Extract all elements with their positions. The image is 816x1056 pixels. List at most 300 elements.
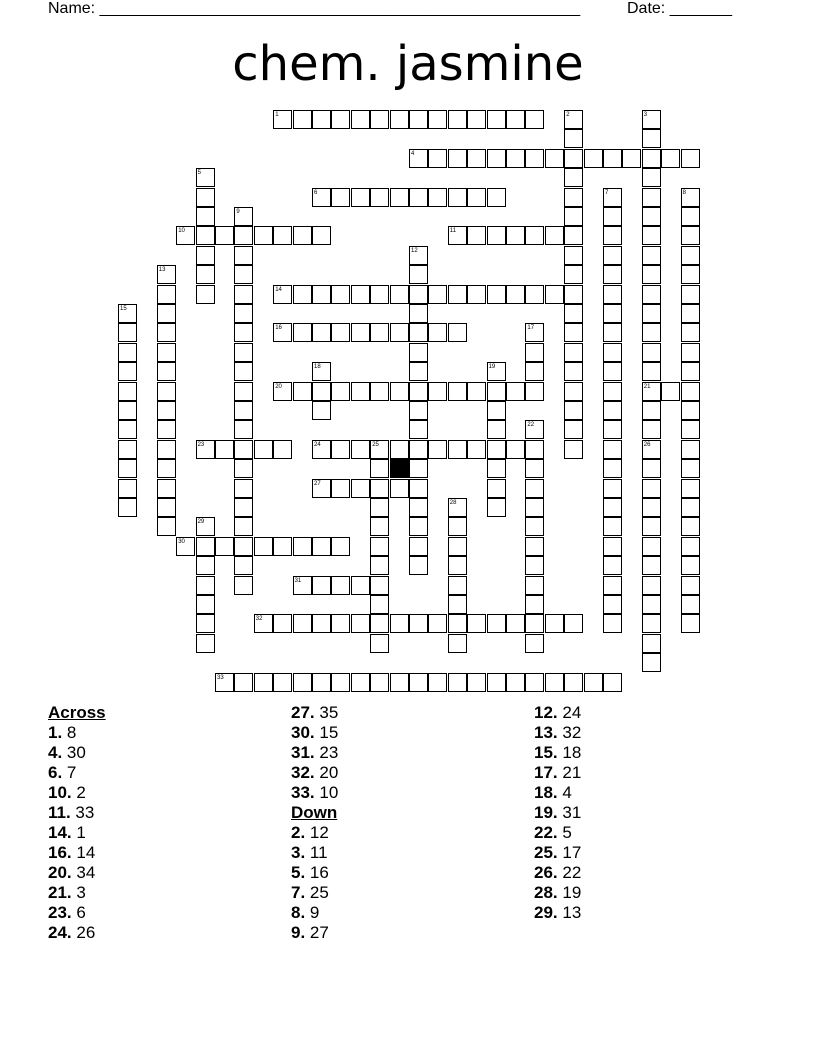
- grid-cell[interactable]: [642, 459, 661, 478]
- grid-cell[interactable]: [254, 537, 273, 556]
- grid-cell[interactable]: [196, 246, 215, 265]
- grid-cell[interactable]: [525, 479, 544, 498]
- grid-cell[interactable]: [351, 440, 370, 459]
- grid-cell[interactable]: [293, 226, 312, 245]
- grid-cell[interactable]: [157, 440, 176, 459]
- grid-cell[interactable]: [681, 479, 700, 498]
- grid-cell[interactable]: [525, 285, 544, 304]
- grid-cell[interactable]: [312, 576, 331, 595]
- grid-cell[interactable]: [196, 226, 215, 245]
- grid-cell[interactable]: [234, 343, 253, 362]
- grid-cell[interactable]: [525, 576, 544, 595]
- grid-cell[interactable]: [681, 614, 700, 633]
- grid-cell[interactable]: [409, 188, 428, 207]
- grid-cell[interactable]: [331, 479, 350, 498]
- grid-cell[interactable]: [293, 285, 312, 304]
- grid-cell[interactable]: [525, 673, 544, 692]
- grid-cell[interactable]: [603, 246, 622, 265]
- grid-cell[interactable]: [642, 362, 661, 381]
- grid-cell[interactable]: [642, 246, 661, 265]
- grid-cell[interactable]: [196, 614, 215, 633]
- grid-cell[interactable]: [351, 188, 370, 207]
- grid-cell[interactable]: [293, 323, 312, 342]
- grid-cell[interactable]: [603, 459, 622, 478]
- grid-cell[interactable]: [448, 323, 467, 342]
- grid-cell[interactable]: [390, 440, 409, 459]
- grid-cell[interactable]: [681, 149, 700, 168]
- grid-cell[interactable]: [603, 265, 622, 284]
- grid-cell[interactable]: [642, 420, 661, 439]
- grid-cell[interactable]: [351, 323, 370, 342]
- grid-cell[interactable]: [234, 226, 253, 245]
- grid-cell[interactable]: [196, 634, 215, 653]
- grid-cell[interactable]: [603, 556, 622, 575]
- grid-cell[interactable]: [525, 382, 544, 401]
- grid-cell[interactable]: [564, 129, 583, 148]
- grid-cell[interactable]: [487, 188, 506, 207]
- grid-cell[interactable]: [157, 401, 176, 420]
- grid-cell[interactable]: [603, 323, 622, 342]
- grid-cell[interactable]: [506, 440, 525, 459]
- grid-cell[interactable]: [584, 149, 603, 168]
- grid-cell[interactable]: [351, 382, 370, 401]
- grid-cell[interactable]: [118, 323, 137, 342]
- grid-cell[interactable]: [293, 537, 312, 556]
- grid-cell[interactable]: [681, 498, 700, 517]
- grid-cell[interactable]: [681, 382, 700, 401]
- grid-cell[interactable]: [215, 440, 234, 459]
- grid-cell[interactable]: [409, 498, 428, 517]
- grid-cell[interactable]: [118, 498, 137, 517]
- grid-cell[interactable]: [525, 517, 544, 536]
- grid-cell[interactable]: [409, 382, 428, 401]
- grid-cell[interactable]: [467, 188, 486, 207]
- grid-cell[interactable]: [312, 382, 331, 401]
- grid-cell[interactable]: [312, 614, 331, 633]
- grid-cell[interactable]: [506, 226, 525, 245]
- grid-cell[interactable]: [564, 226, 583, 245]
- grid-cell[interactable]: [564, 168, 583, 187]
- grid-cell[interactable]: [351, 673, 370, 692]
- grid-cell[interactable]: [390, 110, 409, 129]
- grid-cell[interactable]: [681, 420, 700, 439]
- grid-cell[interactable]: [525, 537, 544, 556]
- grid-cell[interactable]: [487, 382, 506, 401]
- grid-cell[interactable]: [603, 343, 622, 362]
- grid-cell[interactable]: [681, 576, 700, 595]
- grid-cell[interactable]: [487, 285, 506, 304]
- grid-cell[interactable]: [603, 420, 622, 439]
- grid-cell[interactable]: [448, 110, 467, 129]
- grid-cell[interactable]: [487, 459, 506, 478]
- grid-cell[interactable]: [642, 479, 661, 498]
- grid-cell[interactable]: [642, 576, 661, 595]
- grid-cell[interactable]: [157, 382, 176, 401]
- grid-cell[interactable]: [564, 382, 583, 401]
- grid-cell[interactable]: [234, 265, 253, 284]
- grid-cell[interactable]: [157, 459, 176, 478]
- grid-cell[interactable]: [370, 382, 389, 401]
- grid-cell[interactable]: [525, 556, 544, 575]
- grid-cell[interactable]: [467, 226, 486, 245]
- grid-cell[interactable]: [118, 440, 137, 459]
- grid-cell[interactable]: [234, 537, 253, 556]
- grid-cell[interactable]: [603, 401, 622, 420]
- grid-cell[interactable]: [234, 498, 253, 517]
- grid-cell[interactable]: [564, 149, 583, 168]
- grid-cell[interactable]: [642, 517, 661, 536]
- grid-cell[interactable]: [428, 149, 447, 168]
- grid-cell[interactable]: [409, 343, 428, 362]
- grid-cell[interactable]: [370, 595, 389, 614]
- grid-cell[interactable]: [603, 595, 622, 614]
- grid-cell[interactable]: [448, 537, 467, 556]
- grid-cell[interactable]: [409, 110, 428, 129]
- grid-cell[interactable]: [603, 149, 622, 168]
- grid-cell[interactable]: [642, 285, 661, 304]
- grid-cell[interactable]: [564, 401, 583, 420]
- grid-cell[interactable]: [448, 614, 467, 633]
- grid-cell[interactable]: [409, 401, 428, 420]
- grid-cell[interactable]: [331, 110, 350, 129]
- grid-cell[interactable]: [370, 188, 389, 207]
- grid-cell[interactable]: [409, 537, 428, 556]
- grid-cell[interactable]: [409, 614, 428, 633]
- grid-cell[interactable]: [467, 614, 486, 633]
- grid-cell[interactable]: [448, 634, 467, 653]
- grid-cell[interactable]: [603, 537, 622, 556]
- grid-cell[interactable]: [428, 673, 447, 692]
- grid-cell[interactable]: [564, 265, 583, 284]
- grid-cell[interactable]: [564, 323, 583, 342]
- grid-cell[interactable]: [448, 149, 467, 168]
- grid-cell[interactable]: [312, 110, 331, 129]
- grid-cell[interactable]: [234, 556, 253, 575]
- grid-cell[interactable]: [157, 343, 176, 362]
- grid-cell[interactable]: [157, 285, 176, 304]
- grid-cell[interactable]: [603, 362, 622, 381]
- grid-cell[interactable]: [409, 323, 428, 342]
- grid-cell[interactable]: [564, 207, 583, 226]
- grid-cell[interactable]: [331, 440, 350, 459]
- grid-cell[interactable]: [487, 420, 506, 439]
- grid-cell[interactable]: [681, 226, 700, 245]
- grid-cell[interactable]: [642, 265, 661, 284]
- grid-cell[interactable]: [390, 285, 409, 304]
- grid-cell[interactable]: [564, 285, 583, 304]
- grid-cell[interactable]: [661, 149, 680, 168]
- grid-cell[interactable]: [448, 673, 467, 692]
- grid-cell[interactable]: [196, 265, 215, 284]
- grid-cell[interactable]: [487, 226, 506, 245]
- grid-cell[interactable]: [448, 556, 467, 575]
- grid-cell[interactable]: [681, 207, 700, 226]
- grid-cell[interactable]: [254, 673, 273, 692]
- grid-cell[interactable]: [564, 304, 583, 323]
- grid-cell[interactable]: [564, 420, 583, 439]
- grid-cell[interactable]: [390, 614, 409, 633]
- grid-cell[interactable]: [564, 188, 583, 207]
- grid-cell[interactable]: [370, 614, 389, 633]
- grid-cell[interactable]: [428, 382, 447, 401]
- grid-cell[interactable]: [273, 226, 292, 245]
- grid-cell[interactable]: [351, 110, 370, 129]
- grid-cell[interactable]: [293, 614, 312, 633]
- grid-cell[interactable]: [196, 285, 215, 304]
- grid-cell[interactable]: [254, 226, 273, 245]
- grid-cell[interactable]: [390, 188, 409, 207]
- grid-cell[interactable]: [428, 614, 447, 633]
- grid-cell[interactable]: [293, 382, 312, 401]
- grid-cell[interactable]: [331, 673, 350, 692]
- grid-cell[interactable]: [448, 576, 467, 595]
- grid-cell[interactable]: [545, 149, 564, 168]
- grid-cell[interactable]: [603, 576, 622, 595]
- grid-cell[interactable]: [293, 110, 312, 129]
- grid-cell[interactable]: [642, 207, 661, 226]
- grid-cell[interactable]: [234, 420, 253, 439]
- grid-cell[interactable]: [370, 498, 389, 517]
- grid-cell[interactable]: [118, 479, 137, 498]
- grid-cell[interactable]: [506, 149, 525, 168]
- grid-cell[interactable]: [525, 110, 544, 129]
- grid-cell[interactable]: [642, 304, 661, 323]
- grid-cell[interactable]: [681, 246, 700, 265]
- grid-cell[interactable]: [409, 517, 428, 536]
- grid-cell[interactable]: [273, 614, 292, 633]
- grid-cell[interactable]: [564, 440, 583, 459]
- grid-cell[interactable]: [525, 343, 544, 362]
- grid-cell[interactable]: [331, 537, 350, 556]
- grid-cell[interactable]: [681, 595, 700, 614]
- grid-cell[interactable]: [603, 304, 622, 323]
- grid-cell[interactable]: [467, 149, 486, 168]
- grid-cell[interactable]: [545, 285, 564, 304]
- grid-cell[interactable]: [370, 285, 389, 304]
- grid-cell[interactable]: [312, 226, 331, 245]
- grid-cell[interactable]: [215, 226, 234, 245]
- grid-cell[interactable]: [370, 537, 389, 556]
- grid-cell[interactable]: [196, 207, 215, 226]
- grid-cell[interactable]: [234, 576, 253, 595]
- grid-cell[interactable]: [157, 420, 176, 439]
- grid-cell[interactable]: [331, 323, 350, 342]
- grid-cell[interactable]: [428, 285, 447, 304]
- grid-cell[interactable]: [506, 285, 525, 304]
- grid-cell[interactable]: [331, 188, 350, 207]
- grid-cell[interactable]: [312, 401, 331, 420]
- grid-cell[interactable]: [409, 420, 428, 439]
- grid-cell[interactable]: [603, 614, 622, 633]
- grid-cell[interactable]: [273, 537, 292, 556]
- grid-cell[interactable]: [681, 459, 700, 478]
- grid-cell[interactable]: [370, 479, 389, 498]
- grid-cell[interactable]: [351, 285, 370, 304]
- grid-cell[interactable]: [234, 323, 253, 342]
- grid-cell[interactable]: [642, 653, 661, 672]
- grid-cell[interactable]: [448, 517, 467, 536]
- grid-cell[interactable]: [564, 673, 583, 692]
- grid-cell[interactable]: [390, 479, 409, 498]
- grid-cell[interactable]: [642, 401, 661, 420]
- grid-cell[interactable]: [370, 110, 389, 129]
- grid-cell[interactable]: [642, 129, 661, 148]
- date-blank[interactable]: _______: [669, 0, 732, 17]
- grid-cell[interactable]: [157, 498, 176, 517]
- grid-cell[interactable]: [642, 149, 661, 168]
- grid-cell[interactable]: [409, 556, 428, 575]
- grid-cell[interactable]: [331, 382, 350, 401]
- grid-cell[interactable]: [118, 362, 137, 381]
- grid-cell[interactable]: [525, 226, 544, 245]
- grid-cell[interactable]: [681, 362, 700, 381]
- grid-cell[interactable]: [525, 634, 544, 653]
- grid-cell[interactable]: [351, 576, 370, 595]
- grid-cell[interactable]: [312, 323, 331, 342]
- grid-cell[interactable]: [234, 479, 253, 498]
- grid-cell[interactable]: [234, 246, 253, 265]
- grid-cell[interactable]: [196, 576, 215, 595]
- grid-cell[interactable]: [506, 382, 525, 401]
- grid-cell[interactable]: [215, 537, 234, 556]
- grid-cell[interactable]: [196, 537, 215, 556]
- grid-cell[interactable]: [642, 634, 661, 653]
- grid-cell[interactable]: [525, 459, 544, 478]
- grid-cell[interactable]: [681, 440, 700, 459]
- grid-cell[interactable]: [157, 362, 176, 381]
- grid-cell[interactable]: [642, 556, 661, 575]
- grid-cell[interactable]: [564, 246, 583, 265]
- grid-cell[interactable]: [351, 614, 370, 633]
- grid-cell[interactable]: [681, 304, 700, 323]
- grid-cell[interactable]: [409, 479, 428, 498]
- grid-cell[interactable]: [545, 673, 564, 692]
- grid-cell[interactable]: [681, 537, 700, 556]
- grid-cell[interactable]: [234, 382, 253, 401]
- grid-cell[interactable]: [448, 595, 467, 614]
- grid-cell[interactable]: [603, 285, 622, 304]
- grid-cell[interactable]: [234, 304, 253, 323]
- grid-cell[interactable]: [681, 556, 700, 575]
- grid-cell[interactable]: [642, 614, 661, 633]
- grid-cell[interactable]: [603, 673, 622, 692]
- name-blank[interactable]: ______________________________________________________: [99, 0, 581, 17]
- grid-cell[interactable]: [506, 614, 525, 633]
- grid-cell[interactable]: [370, 634, 389, 653]
- grid-cell[interactable]: [293, 673, 312, 692]
- grid-cell[interactable]: [525, 440, 544, 459]
- grid-cell[interactable]: [118, 343, 137, 362]
- grid-cell[interactable]: [681, 323, 700, 342]
- grid-cell[interactable]: [564, 614, 583, 633]
- grid-cell[interactable]: [409, 304, 428, 323]
- grid-cell[interactable]: [545, 614, 564, 633]
- grid-cell[interactable]: [448, 188, 467, 207]
- grid-cell[interactable]: [409, 673, 428, 692]
- grid-cell[interactable]: [487, 614, 506, 633]
- grid-cell[interactable]: [196, 188, 215, 207]
- grid-cell[interactable]: [234, 459, 253, 478]
- grid-cell[interactable]: [118, 459, 137, 478]
- grid-cell[interactable]: [487, 479, 506, 498]
- grid-cell[interactable]: [331, 614, 350, 633]
- grid-cell[interactable]: [157, 517, 176, 536]
- grid-cell[interactable]: [525, 149, 544, 168]
- grid-cell[interactable]: [390, 673, 409, 692]
- grid-cell[interactable]: [467, 110, 486, 129]
- grid-cell[interactable]: [428, 440, 447, 459]
- grid-cell[interactable]: [525, 614, 544, 633]
- grid-cell[interactable]: [273, 440, 292, 459]
- grid-cell[interactable]: [196, 595, 215, 614]
- grid-cell[interactable]: [273, 673, 292, 692]
- grid-cell[interactable]: [428, 323, 447, 342]
- grid-cell[interactable]: [603, 382, 622, 401]
- grid-cell[interactable]: [196, 556, 215, 575]
- grid-cell[interactable]: [525, 595, 544, 614]
- grid-cell[interactable]: [642, 323, 661, 342]
- grid-cell[interactable]: [603, 226, 622, 245]
- grid-cell[interactable]: [661, 382, 680, 401]
- grid-cell[interactable]: [681, 343, 700, 362]
- grid-cell[interactable]: [390, 323, 409, 342]
- grid-cell[interactable]: [584, 673, 603, 692]
- grid-cell[interactable]: [681, 285, 700, 304]
- grid-cell[interactable]: [234, 517, 253, 536]
- grid-cell[interactable]: [681, 517, 700, 536]
- grid-cell[interactable]: [157, 304, 176, 323]
- grid-cell[interactable]: [467, 673, 486, 692]
- grid-cell[interactable]: [312, 673, 331, 692]
- grid-cell[interactable]: [370, 576, 389, 595]
- grid-cell[interactable]: [370, 459, 389, 478]
- grid-cell[interactable]: [370, 517, 389, 536]
- grid-cell[interactable]: [409, 459, 428, 478]
- grid-cell[interactable]: [118, 420, 137, 439]
- grid-cell[interactable]: [603, 440, 622, 459]
- grid-cell[interactable]: [525, 498, 544, 517]
- grid-cell[interactable]: [409, 285, 428, 304]
- grid-cell[interactable]: [564, 343, 583, 362]
- grid-cell[interactable]: [409, 440, 428, 459]
- grid-cell[interactable]: [467, 285, 486, 304]
- grid-cell[interactable]: [409, 265, 428, 284]
- grid-cell[interactable]: [331, 576, 350, 595]
- grid-cell[interactable]: [234, 673, 253, 692]
- grid-cell[interactable]: [448, 440, 467, 459]
- grid-cell[interactable]: [487, 440, 506, 459]
- grid-cell[interactable]: [487, 110, 506, 129]
- grid-cell[interactable]: [642, 595, 661, 614]
- grid-cell[interactable]: [157, 479, 176, 498]
- grid-cell[interactable]: [545, 226, 564, 245]
- grid-cell[interactable]: [234, 285, 253, 304]
- grid-cell[interactable]: [506, 110, 525, 129]
- grid-cell[interactable]: [642, 343, 661, 362]
- grid-cell[interactable]: [448, 285, 467, 304]
- grid-cell[interactable]: [506, 673, 525, 692]
- grid-cell[interactable]: [564, 362, 583, 381]
- grid-cell[interactable]: [487, 149, 506, 168]
- grid-cell[interactable]: [428, 188, 447, 207]
- grid-cell[interactable]: [234, 440, 253, 459]
- grid-cell[interactable]: [370, 673, 389, 692]
- grid-cell[interactable]: [428, 110, 447, 129]
- grid-cell[interactable]: [467, 440, 486, 459]
- grid-cell[interactable]: [681, 265, 700, 284]
- grid-cell[interactable]: [681, 401, 700, 420]
- grid-cell[interactable]: [409, 362, 428, 381]
